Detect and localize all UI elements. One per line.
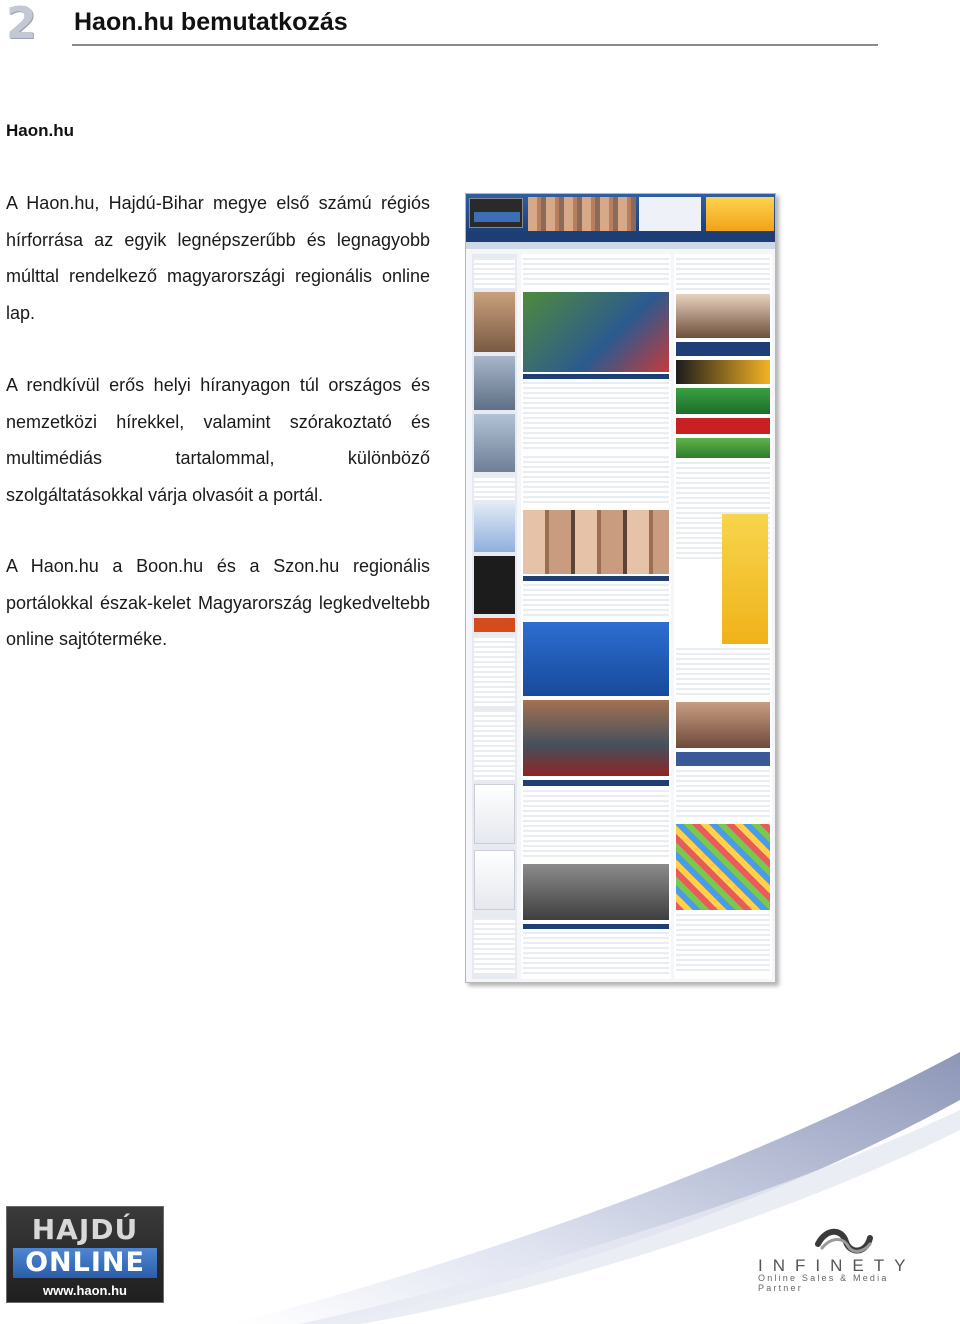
screenshot-main-column [521,254,671,979]
screenshot-right-column [674,254,772,979]
screenshot-header-ad [639,197,701,231]
infinity-mark-icon [814,1224,874,1258]
infinety-logo [754,1222,934,1293]
partner-tagline: Online Sales & Media Partner [758,1273,889,1293]
chapter-number: 2 [6,0,37,49]
logo-url: www.haon.hu [42,1283,127,1298]
screenshot-logo [469,198,523,228]
section-heading: Haon.hu [6,121,74,140]
network-paragraph: A Haon.hu a Boon.hu és a Szon.hu regionális portálokkal észak-kelet Magyarország legkedveltebb online sajtóterméke. [6,556,430,649]
logo-line-2: ONLINE [13,1248,157,1278]
screenshot-header-banner [706,197,774,231]
screenshot-left-column [472,254,517,979]
partner-name: INFINETY [758,1256,916,1275]
screenshot-subnav [466,242,776,249]
screenshot-header-photos [528,197,636,231]
page-title: Haon.hu bemutatkozás [74,8,348,36]
screenshot-header [466,194,776,234]
hajdu-online-logo [6,1206,164,1303]
logo-line-1: HAJDÚ [31,1213,139,1246]
portal-screenshot [465,193,776,983]
title-divider [72,44,878,46]
screenshot-nav [466,234,776,242]
content-paragraph: A rendkívül erős helyi híranyagon túl országos és nemzetközi hírekkel, valamint szórakoztató és multimédiás tartalommal, különböző szolgáltatásokkal várja olvasóit a portál. [6,375,430,505]
intro-paragraph: A Haon.hu, Hajdú-Bihar megye első számú régiós hírforrása az egyik legnépszerűbb és legnagyobb múlttal rendelkező magyarországi regionális online lap. [6,193,430,323]
